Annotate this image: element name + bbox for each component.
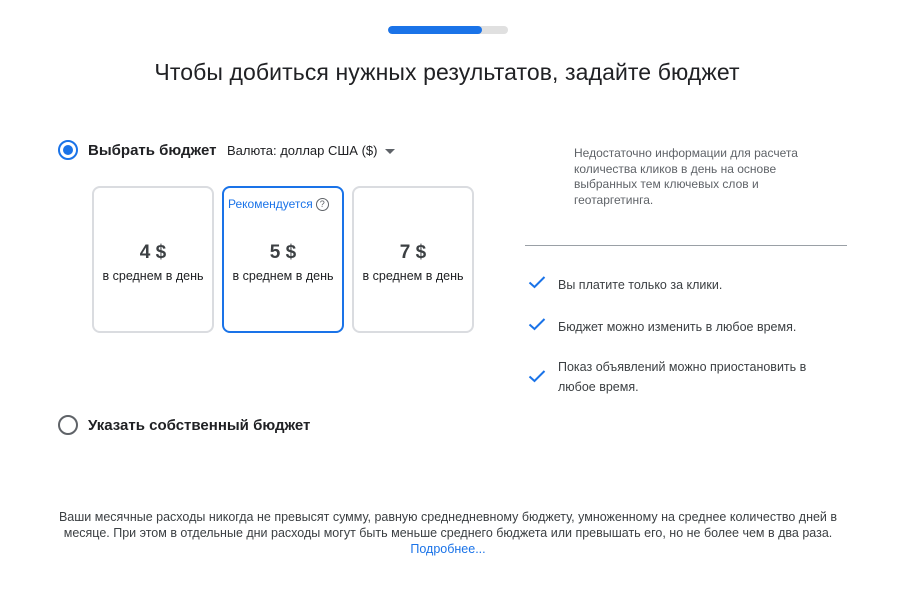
help-icon[interactable]: ?: [316, 198, 329, 211]
benefit-text: Показ объявлений можно приостановить в любое время.: [558, 360, 807, 394]
benefit-text: Вы платите только за клики.: [558, 278, 723, 292]
budget-card-amount: 4 $: [139, 242, 167, 263]
check-icon: [528, 369, 546, 383]
custom-budget-label[interactable]: Указать собственный бюджет: [88, 417, 311, 434]
footer-note: [50, 509, 846, 557]
budget-card-4[interactable]: [92, 186, 214, 333]
budget-card-amount: 7 $: [399, 242, 427, 263]
check-icon: [528, 317, 546, 331]
divider: [525, 245, 847, 246]
choose-budget-radio[interactable]: [58, 140, 78, 160]
custom-budget-radio[interactable]: [58, 415, 78, 435]
benefit-text: Бюджет можно изменить в любое время.: [558, 320, 797, 334]
budget-card-7[interactable]: [352, 186, 474, 333]
caret-down-icon: [385, 149, 395, 154]
learn-more-link[interactable]: Подробнее...: [410, 542, 486, 556]
budget-card-amount: 5 $: [269, 242, 297, 263]
budget-card-caption: в среднем в день: [102, 269, 204, 283]
choose-budget-label[interactable]: Выбрать бюджет: [88, 142, 217, 159]
footer-text: Ваши месячные расходы никогда не превысят сумму, равную среднедневному бюджету, умноженному на среднее количество дней в месяце. При этом в отдельные дни расходы могут быть меньше среднего бюджета или превышать его, но не более чем в два раза.: [58, 510, 838, 540]
budget-card-5-recommended[interactable]: [222, 186, 344, 333]
progress-bar: [388, 26, 508, 34]
currency-dropdown[interactable]: [227, 143, 395, 158]
currency-label: Валюта: доллар США ($): [227, 143, 378, 158]
benefit-item: [528, 317, 834, 337]
benefit-item: [528, 357, 834, 397]
progress-bar-fill: [388, 26, 482, 34]
insufficient-data-note: Недостаточно информации для расчета количества кликов в день на основе выбранных тем ключевых слов и геотаргетинга.: [574, 146, 798, 207]
budget-card-caption: в среднем в день: [362, 269, 464, 283]
page-title: Чтобы добиться нужных результатов, задайте бюджет: [154, 59, 740, 85]
check-icon: [528, 275, 546, 289]
benefit-item: [528, 275, 834, 295]
recommended-label: Рекомендуется: [228, 197, 313, 211]
recommended-badge: [228, 197, 340, 211]
budget-card-caption: в среднем в день: [232, 269, 334, 283]
